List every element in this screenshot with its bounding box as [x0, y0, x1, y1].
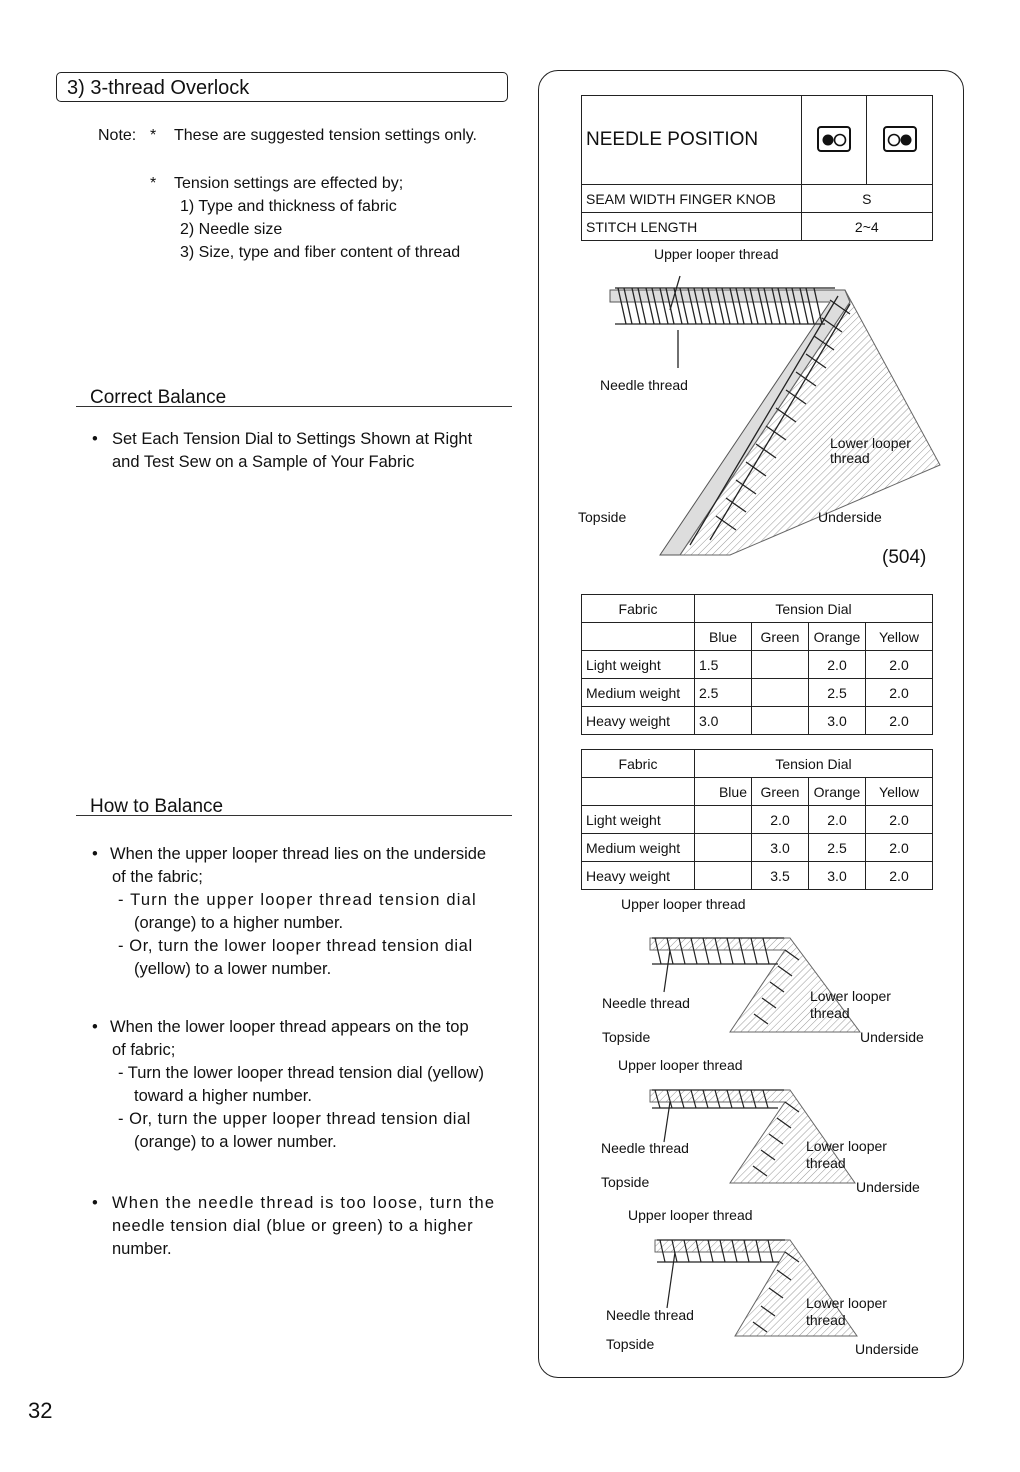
tension-dial-header: Tension Dial: [695, 750, 933, 778]
table-row: [582, 707, 933, 735]
table-row: [582, 651, 933, 679]
b3-line-1: When the needle thread is too loose, turn the: [112, 1194, 496, 1212]
lower-looper-label-1: Lower looper: [806, 1138, 887, 1154]
value-cell: 2.5: [809, 834, 866, 862]
b2-line-4: toward a higher number.: [134, 1087, 312, 1105]
needle-thread-label: Needle thread: [602, 995, 690, 1011]
value-cell: [695, 806, 752, 834]
lower-looper-label-2: thread: [830, 450, 870, 466]
value-cell: 2.0: [809, 806, 866, 834]
value-cell: 2.0: [752, 806, 809, 834]
bullet-dot: •: [92, 430, 98, 448]
b1-line-2: of the fabric;: [112, 868, 203, 886]
value-cell: 2.0: [809, 651, 866, 679]
needle-left-cell: [801, 96, 867, 185]
b3-line-2: needle tension dial (blue or green) to a higher: [112, 1217, 474, 1235]
value-cell: 3.5: [752, 862, 809, 890]
topside-label: Topside: [578, 509, 627, 525]
note-item-1: 1) Type and thickness of fabric: [180, 198, 397, 215]
value-cell: 2.0: [866, 651, 933, 679]
needle-right-cell: [867, 96, 933, 185]
topside-label: Topside: [601, 1174, 650, 1190]
value-cell: [695, 834, 752, 862]
lower-looper-label-1: Lower looper: [806, 1295, 887, 1311]
table-row: [582, 834, 933, 862]
section-title: 3) 3-thread Overlock: [56, 72, 508, 102]
tension-table-2: [581, 749, 933, 890]
b1-line-6: (yellow) to a lower number.: [134, 960, 332, 978]
value-cell: 1.5: [695, 651, 752, 679]
table-row: [582, 862, 933, 890]
table-row: [582, 806, 933, 834]
correct-balance-heading: Correct Balance: [90, 387, 227, 408]
stitch-length-label: STITCH LENGTH: [582, 213, 802, 241]
how-to-balance-heading: How to Balance: [90, 796, 224, 817]
topside-label: Topside: [602, 1029, 651, 1045]
b2-line-3: - Turn the lower looper thread tension dial (yellow): [118, 1064, 484, 1082]
lower-looper-label-2: thread: [810, 1005, 850, 1021]
needle-thread-label: Needle thread: [600, 377, 688, 393]
empty-cell: [582, 623, 695, 651]
figure-number: (504): [882, 547, 927, 568]
row-label: Medium weight: [582, 679, 695, 707]
stitch-diagram-2: [640, 1078, 870, 1188]
tension-table-1: [581, 594, 933, 735]
row-label: Light weight: [582, 806, 695, 834]
note-label: Note:: [98, 127, 137, 144]
note-line-2: Tension settings are effected by;: [174, 175, 404, 192]
row-label: Medium weight: [582, 834, 695, 862]
seam-width-label: SEAM WIDTH FINGER KNOB: [582, 185, 802, 213]
note-star-2: *: [150, 175, 157, 192]
upper-looper-label: Upper looper thread: [618, 1057, 743, 1073]
row-label: Light weight: [582, 651, 695, 679]
value-cell: 3.0: [809, 707, 866, 735]
value-cell: 2.5: [809, 679, 866, 707]
heading-rule: [76, 406, 512, 407]
upper-looper-label: Upper looper thread: [621, 896, 746, 912]
upper-looper-label: Upper looper thread: [654, 246, 779, 262]
b1-line-5: - Or, turn the lower looper thread tension dial: [118, 937, 473, 955]
underside-label: Underside: [855, 1341, 919, 1357]
table-row: [582, 679, 933, 707]
b2-line-1: When the lower looper thread appears on the top: [110, 1018, 469, 1036]
value-cell: 2.0: [866, 707, 933, 735]
col-yellow: Yellow: [866, 623, 933, 651]
note-item-2: 2) Needle size: [180, 221, 283, 238]
seam-width-value: S: [801, 185, 932, 213]
value-cell: [752, 679, 809, 707]
value-cell: 3.0: [752, 834, 809, 862]
b3-line-3: number.: [112, 1240, 172, 1258]
note-item-3: 3) Size, type and fiber content of thread: [180, 244, 461, 261]
underside-label: Underside: [860, 1029, 924, 1045]
value-cell: [752, 651, 809, 679]
lower-looper-label-2: thread: [806, 1155, 846, 1171]
lower-looper-label-2: thread: [806, 1312, 846, 1328]
fabric-header: Fabric: [582, 750, 695, 778]
lower-looper-label-1: Lower looper: [810, 988, 891, 1004]
underside-label: Underside: [818, 509, 882, 525]
value-cell: [695, 862, 752, 890]
b2-line-2: of fabric;: [112, 1041, 176, 1059]
col-orange: Orange: [809, 778, 866, 806]
value-cell: 2.0: [866, 834, 933, 862]
page-number: 32: [28, 1398, 53, 1423]
needle-thread-label: Needle thread: [606, 1307, 694, 1323]
col-green: Green: [752, 623, 809, 651]
stitch-length-value: 2~4: [801, 213, 932, 241]
note-line-1: These are suggested tension settings only.: [174, 127, 477, 144]
needle-position-header: NEEDLE POSITION: [582, 96, 802, 185]
value-cell: [752, 707, 809, 735]
lower-looper-label-1: Lower looper: [830, 435, 911, 451]
col-yellow: Yellow: [866, 778, 933, 806]
b2-line-6: (orange) to a lower number.: [134, 1133, 337, 1151]
note-star-1: *: [150, 127, 157, 144]
row-label: Heavy weight: [582, 862, 695, 890]
value-cell: 2.5: [695, 679, 752, 707]
correct-balance-line-1: Set Each Tension Dial to Settings Shown at Right: [112, 430, 473, 448]
value-cell: 2.0: [866, 806, 933, 834]
heading-rule: [76, 815, 512, 816]
bullet-dot: •: [92, 1018, 98, 1036]
needle-position-table: [581, 95, 933, 241]
col-blue: Blue: [695, 623, 752, 651]
b1-line-1: When the upper looper thread lies on the underside: [110, 845, 487, 863]
b1-line-4: (orange) to a higher number.: [134, 914, 344, 932]
col-orange: Orange: [809, 623, 866, 651]
bullet-dot: •: [92, 1194, 98, 1212]
underside-label: Underside: [856, 1179, 920, 1195]
bullet-dot: •: [92, 845, 98, 863]
value-cell: 3.0: [695, 707, 752, 735]
empty-cell: [582, 778, 695, 806]
value-cell: 2.0: [866, 862, 933, 890]
needle-left-icon: [816, 125, 852, 153]
b2-line-5: - Or, turn the upper looper thread tension dial: [118, 1110, 471, 1128]
fabric-header: Fabric: [582, 595, 695, 623]
upper-looper-label: Upper looper thread: [628, 1207, 753, 1223]
needle-thread-label: Needle thread: [601, 1140, 689, 1156]
value-cell: 3.0: [809, 862, 866, 890]
value-cell: 2.0: [866, 679, 933, 707]
correct-balance-line-2: and Test Sew on a Sample of Your Fabric: [112, 453, 415, 471]
topside-label: Topside: [606, 1336, 655, 1352]
row-label: Heavy weight: [582, 707, 695, 735]
tension-dial-header: Tension Dial: [695, 595, 933, 623]
col-blue: Blue: [695, 778, 752, 806]
needle-right-icon: [882, 125, 918, 153]
b1-line-3: - Turn the upper looper thread tension dial: [118, 891, 477, 909]
col-green: Green: [752, 778, 809, 806]
